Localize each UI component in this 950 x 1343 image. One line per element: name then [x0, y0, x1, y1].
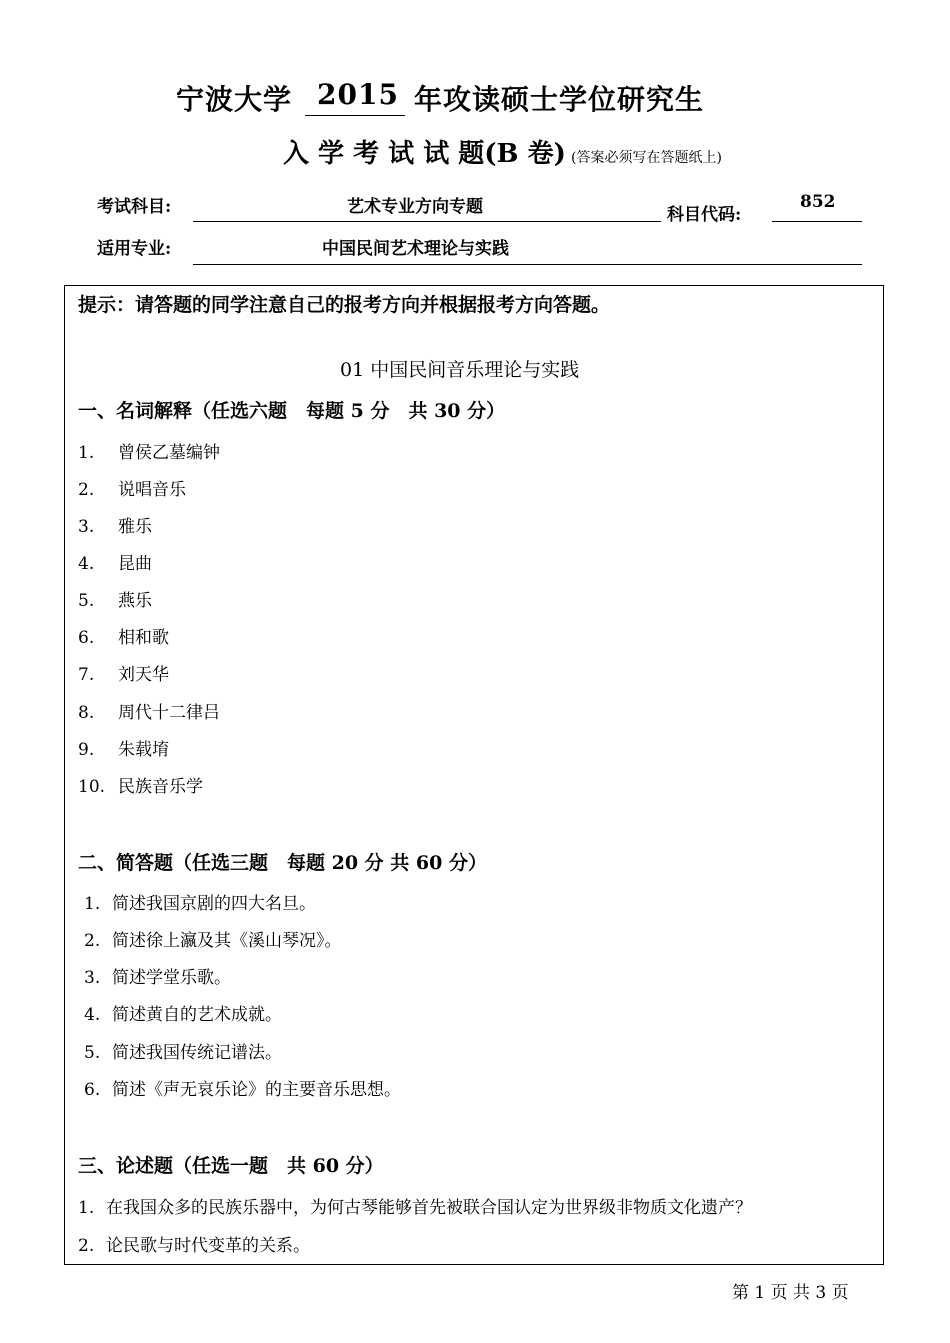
code-value: 852 [800, 192, 836, 212]
year-underline [305, 115, 405, 116]
major-label: 适用专业: [97, 239, 172, 259]
list-item: 9. 朱载堉 [78, 740, 169, 760]
list-item: 8. 周代十二律吕 [78, 703, 220, 723]
list-item: 5. 燕乐 [78, 591, 152, 611]
subject-label: 考试科目: [97, 197, 172, 217]
title-university: 宁波大学 [176, 83, 293, 116]
title-suffix: 年攻读硕士学位研究生 [414, 83, 705, 116]
section3-heading: 三、论述题（任选一题 共 60 分） [78, 1155, 384, 1177]
list-item: 3. 雅乐 [78, 517, 152, 537]
list-item: 5. 简述我国传统记谱法。 [84, 1043, 282, 1063]
exam-title: 入 学 考 试 试 题(B 卷) [283, 139, 566, 169]
subject-value: 艺术专业方向专题 [347, 197, 483, 217]
major-underline [193, 264, 862, 265]
major-value: 中国民间艺术理论与实践 [322, 239, 509, 259]
section2-heading: 二、简答题（任选三题 每题 20 分 共 60 分） [78, 852, 487, 874]
list-item: 1. 简述我国京剧的四大名旦。 [84, 894, 316, 914]
section1-heading: 一、名词解释（任选六题 每题 5 分 共 30 分） [78, 400, 506, 422]
title-year: 2015 [317, 78, 399, 111]
code-underline [772, 221, 862, 222]
list-item: 2. 说唱音乐 [78, 480, 186, 500]
exam-title-line [283, 133, 722, 170]
list-item: 4. 简述黄自的艺术成就。 [84, 1005, 282, 1025]
list-item: 4. 昆曲 [78, 554, 152, 574]
code-label: 科目代码: [667, 205, 742, 225]
hint-text: 提示：请答题的同学注意自己的报考方向并根据报考方向答题。 [78, 294, 611, 316]
list-item: 1. 曾侯乙墓编钟 [78, 443, 220, 463]
list-item: 6. 简述《声无哀乐论》的主要音乐思想。 [84, 1080, 401, 1100]
list-item: 3. 简述学堂乐歌。 [84, 968, 231, 988]
list-item: 6. 相和歌 [78, 628, 169, 648]
list-item: 2. 简述徐上瀛及其《溪山琴况》。 [84, 931, 342, 951]
list-item: 7. 刘天华 [78, 665, 169, 685]
subject-underline [193, 221, 661, 222]
list-item: 10. 民族音乐学 [78, 777, 203, 797]
list-item: 1. 在我国众多的民族乐器中，为何古琴能够首先被联合国认定为世界级非物质文化遗产？ [78, 1198, 752, 1218]
page-indicator: 第 1 页 共 3 页 [732, 1283, 849, 1303]
exam-note: (答案必须写在答题纸上) [570, 150, 722, 166]
list-item: 2. 论民歌与时代变革的关系。 [78, 1236, 310, 1256]
direction-title: 01 中国民间音乐理论与实践 [340, 359, 580, 381]
